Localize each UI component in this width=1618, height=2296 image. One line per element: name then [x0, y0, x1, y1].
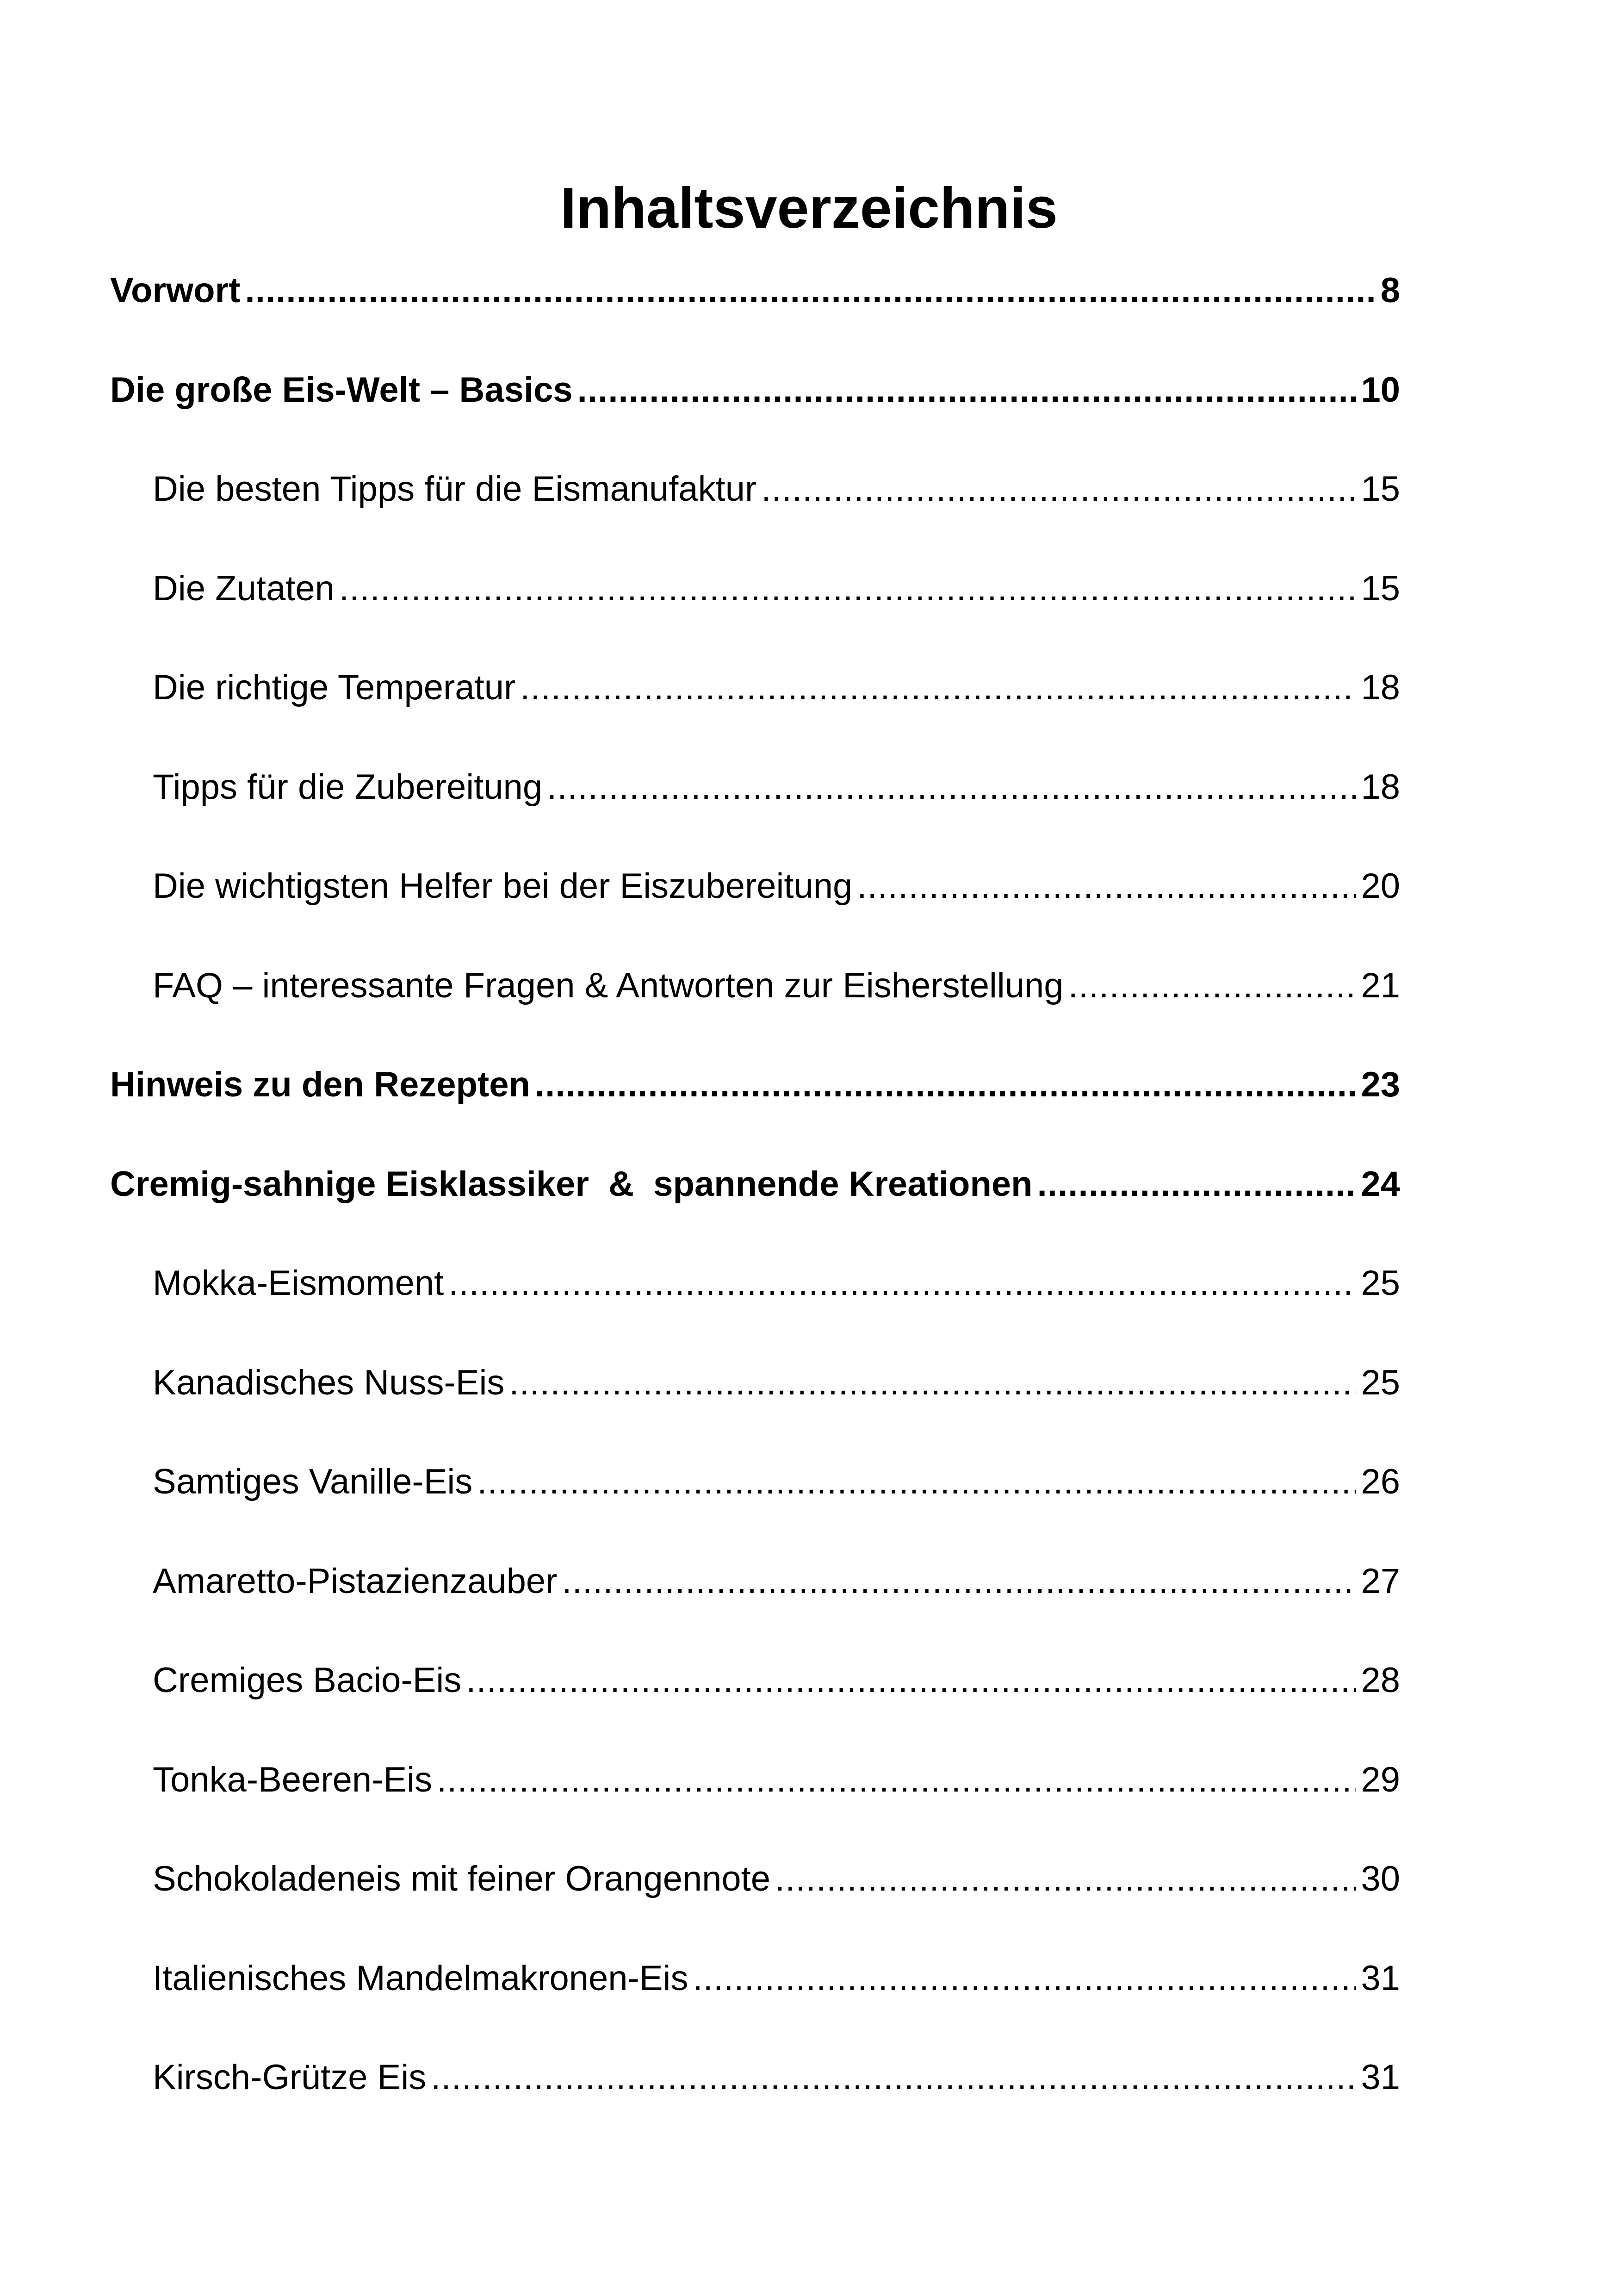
toc-entry[interactable]	[110, 1360, 1400, 1459]
toc-entry[interactable]	[110, 764, 1400, 864]
toc-entry[interactable]	[110, 466, 1400, 566]
toc-entry-page-number: 10	[1361, 370, 1400, 410]
toc-entry-title: FAQ – interessante Fragen & Antworten zur Eisherstellung	[153, 965, 1064, 1005]
toc-entry-page-number: 27	[1361, 1561, 1400, 1601]
toc-entry-page-number: 31	[1361, 1958, 1400, 1998]
toc-entry-title: Die Zutaten	[153, 568, 335, 608]
toc-entry-page-number: 18	[1361, 668, 1400, 707]
toc-entry-page-number: 21	[1361, 965, 1400, 1005]
toc-entry-title: Die große Eis-Welt – Basics	[110, 370, 573, 410]
toc-entry-page-number: 15	[1361, 469, 1400, 509]
toc-entry-page-number: 15	[1361, 568, 1400, 608]
toc-entry[interactable]	[110, 1161, 1400, 1261]
dot-leader	[775, 1856, 1356, 1902]
toc-entry-title: Hinweis zu den Rezepten	[110, 1065, 530, 1104]
dot-leader	[477, 1459, 1356, 1505]
dot-leader	[761, 466, 1356, 512]
toc-entry-page-number: 25	[1361, 1363, 1400, 1402]
toc-entry-page-number: 8	[1380, 271, 1400, 310]
toc-entry-title: Cremiges Bacio-Eis	[153, 1661, 462, 1700]
toc-entry[interactable]	[110, 1657, 1400, 1757]
toc-entry-page-number: 25	[1361, 1263, 1400, 1303]
toc-entry-title: Kirsch-Grütze Eis	[153, 2058, 427, 2097]
dot-leader	[245, 268, 1376, 314]
dot-leader	[857, 863, 1356, 909]
dot-leader	[1037, 1161, 1357, 1207]
toc-entry-title: Die besten Tipps für die Eismanufaktur	[153, 469, 757, 509]
toc-entry-title: Amaretto-Pistazienzauber	[153, 1561, 558, 1601]
toc-entry-title: Cremig-sahnige Eisklassiker & spannende Kreationen	[110, 1164, 1033, 1204]
dot-leader	[693, 1955, 1356, 2002]
dot-leader	[577, 367, 1357, 413]
toc-entry-title: Kanadisches Nuss-Eis	[153, 1363, 505, 1402]
toc-entry-title: Vorwort	[110, 271, 241, 310]
dot-leader	[535, 1062, 1357, 1108]
dot-leader	[431, 2054, 1356, 2101]
toc-entry-page-number: 20	[1361, 866, 1400, 906]
toc-entry-title: Mokka-Eismoment	[153, 1263, 444, 1303]
dot-leader	[520, 665, 1356, 711]
toc-entry-title: Tonka-Beeren-Eis	[153, 1760, 433, 1799]
toc-entry[interactable]	[110, 1260, 1400, 1360]
toc-entry[interactable]	[110, 1757, 1400, 1856]
toc-entry-title: Die wichtigsten Helfer bei der Eiszubereitung	[153, 866, 853, 906]
toc-entry[interactable]	[110, 367, 1400, 467]
toc-entry[interactable]	[110, 566, 1400, 665]
toc-entry-page-number: 30	[1361, 1859, 1400, 1898]
toc-entry[interactable]	[110, 268, 1400, 367]
dot-leader	[339, 566, 1357, 612]
toc-entry-page-number: 29	[1361, 1760, 1400, 1799]
page-title: Inhaltsverzeichnis	[560, 176, 1058, 240]
toc-entry[interactable]	[110, 665, 1400, 764]
dot-leader	[1068, 963, 1357, 1009]
dot-leader	[466, 1657, 1356, 1704]
toc-entry-page-number: 23	[1361, 1065, 1400, 1104]
toc-entry-title: Die richtige Temperatur	[153, 668, 516, 707]
dot-leader	[547, 764, 1356, 810]
toc-entry-page-number: 31	[1361, 2058, 1400, 2097]
dot-leader	[448, 1260, 1356, 1307]
toc-entry[interactable]	[110, 1856, 1400, 1955]
toc-entry[interactable]	[110, 1459, 1400, 1558]
dot-leader	[509, 1360, 1356, 1406]
toc-entry[interactable]	[110, 1558, 1400, 1658]
toc-entry-page-number: 26	[1361, 1462, 1400, 1501]
toc-entry-page-number: 18	[1361, 767, 1400, 807]
toc-entry-page-number: 28	[1361, 1661, 1400, 1700]
toc-entry[interactable]	[110, 1955, 1400, 2055]
toc-entry[interactable]	[110, 963, 1400, 1062]
toc-entry-title: Italienisches Mandelmakronen-Eis	[153, 1958, 688, 1998]
dot-leader	[562, 1558, 1356, 1605]
dot-leader	[437, 1757, 1356, 1803]
toc-entry-title: Schokoladeneis mit feiner Orangennote	[153, 1859, 771, 1898]
toc-entry[interactable]	[110, 863, 1400, 963]
toc-entry[interactable]	[110, 2054, 1400, 2154]
toc-entry-title: Tipps für die Zubereitung	[153, 767, 543, 807]
toc-entry-title: Samtiges Vanille-Eis	[153, 1462, 473, 1501]
toc-list	[110, 268, 1400, 2154]
toc-entry[interactable]	[110, 1062, 1400, 1161]
toc-entry-page-number: 24	[1361, 1164, 1400, 1204]
